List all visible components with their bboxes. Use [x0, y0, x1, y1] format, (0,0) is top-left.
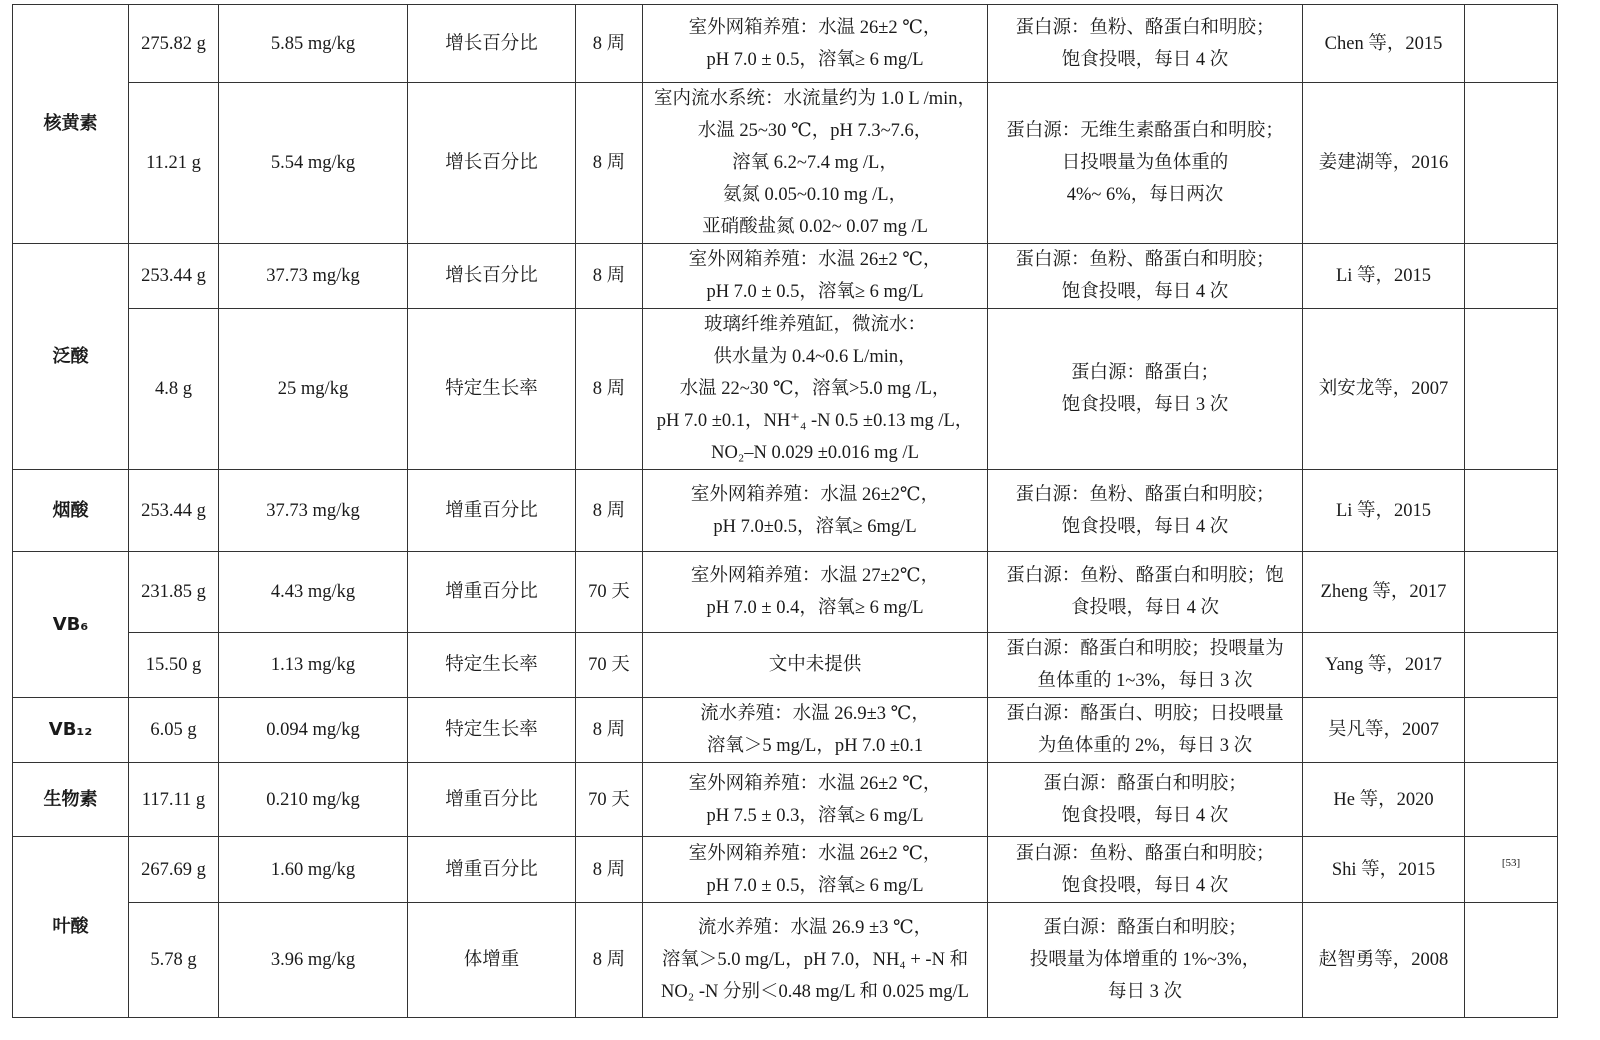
- culture-conditions-line: 溶氧 6.2~7.4 mg /L，: [732, 153, 898, 173]
- feeding-line: 蛋白源：鱼粉、酪蛋白和明胶；饱: [1006, 566, 1284, 586]
- vitamin-requirement-table: [12, 4, 1557, 1018]
- duration-cell: 8 周: [576, 309, 643, 470]
- reference-cell: [1465, 83, 1558, 244]
- feeding-line: 蛋白源：鱼粉、酪蛋白和明胶；: [1015, 17, 1275, 38]
- reference-cell: [1465, 552, 1558, 633]
- culture-conditions-cell: [643, 309, 988, 470]
- data-table: [12, 4, 1558, 1018]
- culture-conditions-line: NO₂ -N 分别＜0.48 mg/L 和 0.025 mg/L: [661, 982, 969, 1002]
- feeding-line: 蛋白源：酪蛋白；: [1070, 363, 1219, 383]
- body-weight-cell: 117.11 g: [129, 763, 219, 837]
- indicator-cell: 增长百分比: [408, 5, 576, 83]
- feeding-line: 饱食投喂，每日 4 次: [1061, 875, 1229, 896]
- requirement-cell: 37.73 mg/kg: [219, 470, 408, 552]
- requirement-cell: 1.13 mg/kg: [219, 633, 408, 698]
- body-weight-cell: 253.44 g: [129, 244, 219, 309]
- feeding-line: 鱼体重的 1~3%，每日 3 次: [1037, 671, 1253, 691]
- requirement-cell: 5.85 mg/kg: [219, 5, 408, 83]
- culture-conditions-line: 氨氮 0.05~0.10 mg /L，: [722, 185, 908, 205]
- nutrient-name: 生物素: [13, 763, 129, 837]
- culture-conditions-cell: [643, 552, 988, 633]
- culture-conditions-line: 流水养殖：水温 26.9 ±3 ℃，: [697, 918, 933, 938]
- culture-conditions-line: 供水量为 0.4~0.6 L/min，: [713, 347, 917, 367]
- nutrient-name: 烟酸: [13, 470, 129, 552]
- source-cell: He 等，2020: [1303, 763, 1465, 837]
- source-cell: Li 等，2015: [1303, 244, 1465, 309]
- feeding-cell: [988, 470, 1303, 552]
- requirement-cell: 0.094 mg/kg: [219, 698, 408, 763]
- culture-conditions-cell: [643, 470, 988, 552]
- duration-cell: 8 周: [576, 5, 643, 83]
- feeding-line: 每日 3 次: [1107, 982, 1182, 1002]
- indicator-cell: 增重百分比: [408, 552, 576, 633]
- table-row: [13, 903, 1558, 1018]
- feeding-line: 蛋白源：鱼粉、酪蛋白和明胶；: [1015, 843, 1275, 864]
- culture-conditions-cell: [643, 698, 988, 763]
- feeding-cell: [988, 83, 1303, 244]
- culture-conditions-line: 室内流水系统：水流量约为 1.0 L /min，: [653, 89, 977, 109]
- culture-conditions-line: 玻璃纤维养殖缸，微流水：: [703, 315, 926, 335]
- body-weight-cell: 11.21 g: [129, 83, 219, 244]
- feeding-line: 食投喂，每日 4 次: [1070, 598, 1219, 618]
- nutrient-name: VB₆: [13, 552, 129, 698]
- indicator-cell: 特定生长率: [408, 633, 576, 698]
- feeding-cell: [988, 903, 1303, 1018]
- reference-cell: [1465, 837, 1558, 903]
- table-row: [13, 552, 1558, 633]
- body-weight-cell: 5.78 g: [129, 903, 219, 1018]
- duration-cell: 8 周: [576, 698, 643, 763]
- culture-conditions-line: pH 7.0 ± 0.5，溶氧≥ 6 mg/L: [706, 282, 924, 302]
- reference-cell: [1465, 633, 1558, 698]
- table-row: [13, 837, 1558, 903]
- feeding-cell: [988, 309, 1303, 470]
- source-cell: 吴凡等，2007: [1303, 698, 1465, 763]
- table-row: [13, 763, 1558, 837]
- reference-cell: [1465, 244, 1558, 309]
- culture-conditions-line: pH 7.0 ± 0.4，溶氧≥ 6 mg/L: [706, 598, 924, 618]
- culture-conditions-line: pH 7.0±0.5，溶氧≥ 6mg/L: [713, 516, 917, 537]
- table-row: [13, 5, 1558, 83]
- reference-cell: [1465, 5, 1558, 83]
- culture-conditions-line: 水温 22~30 ℃，溶氧>5.0 mg /L，: [679, 379, 951, 399]
- duration-cell: 8 周: [576, 837, 643, 903]
- culture-conditions-line: 室外网箱养殖：水温 26±2 ℃，: [688, 250, 942, 270]
- requirement-cell: 4.43 mg/kg: [219, 552, 408, 633]
- culture-conditions-line: 溶氧＞5.0 mg/L，pH 7.0，NH₄ + -N 和: [661, 950, 969, 970]
- feeding-cell: [988, 698, 1303, 763]
- culture-conditions-cell: [643, 244, 988, 309]
- culture-conditions-line: 溶氧＞5 mg/L，pH 7.0 ±0.1: [706, 736, 924, 756]
- body-weight-cell: 275.82 g: [129, 5, 219, 83]
- feeding-cell: [988, 5, 1303, 83]
- feeding-line: 投喂量为体增重的 1%~3%，: [1029, 950, 1261, 970]
- culture-conditions-line: NO₂–N 0.029 ±0.016 mg /L: [711, 443, 919, 463]
- culture-conditions-line: 室外网箱养殖：水温 26±2 ℃，: [688, 17, 942, 38]
- duration-cell: 8 周: [576, 470, 643, 552]
- feeding-line: 饱食投喂，每日 4 次: [1061, 49, 1229, 70]
- feeding-cell: [988, 837, 1303, 903]
- body-weight-cell: 231.85 g: [129, 552, 219, 633]
- nutrient-name: 叶酸: [13, 837, 129, 1018]
- culture-conditions-line: pH 7.5 ± 0.3，溶氧≥ 6 mg/L: [706, 805, 924, 826]
- culture-conditions-line: 亚硝酸盐氮 0.02~ 0.07 mg /L: [702, 217, 928, 237]
- feeding-line: 蛋白源：酪蛋白和明胶；: [1043, 773, 1247, 794]
- indicator-cell: 体增重: [408, 903, 576, 1018]
- duration-cell: 8 周: [576, 83, 643, 244]
- culture-conditions-cell: [643, 903, 988, 1018]
- feeding-line: 蛋白源：酪蛋白、明胶；日投喂量: [1006, 704, 1284, 724]
- table-row: [13, 633, 1558, 698]
- indicator-cell: 增重百分比: [408, 837, 576, 903]
- culture-conditions-cell: [643, 837, 988, 903]
- source-cell: Yang 等，2017: [1303, 633, 1465, 698]
- indicator-cell: 增长百分比: [408, 244, 576, 309]
- culture-conditions-cell: [643, 763, 988, 837]
- feeding-line: 为鱼体重的 2%，每日 3 次: [1037, 736, 1253, 756]
- culture-conditions-line: 室外网箱养殖：水温 27±2℃，: [690, 566, 940, 586]
- culture-conditions-line: 文中未提供: [768, 655, 862, 675]
- nutrient-name: 核黄素: [13, 5, 129, 244]
- body-weight-cell: 253.44 g: [129, 470, 219, 552]
- source-cell: 刘安龙等，2007: [1303, 309, 1465, 470]
- feeding-line: 饱食投喂，每日 4 次: [1061, 805, 1229, 826]
- table-row: [13, 698, 1558, 763]
- feeding-line: 饱食投喂，每日 3 次: [1061, 395, 1229, 415]
- indicator-cell: 增重百分比: [408, 470, 576, 552]
- feeding-line: 蛋白源：酪蛋白和明胶；: [1043, 918, 1247, 938]
- culture-conditions-line: 室外网箱养殖：水温 26±2℃，: [690, 484, 940, 505]
- reference-cell: [1465, 309, 1558, 470]
- feeding-line: 日投喂量为鱼体重的: [1061, 153, 1229, 173]
- feeding-cell: [988, 552, 1303, 633]
- reference-cell: [1465, 763, 1558, 837]
- body-weight-cell: 6.05 g: [129, 698, 219, 763]
- requirement-cell: 5.54 mg/kg: [219, 83, 408, 244]
- requirement-cell: 25 mg/kg: [219, 309, 408, 470]
- duration-cell: 8 周: [576, 903, 643, 1018]
- source-cell: Zheng 等，2017: [1303, 552, 1465, 633]
- indicator-cell: 特定生长率: [408, 698, 576, 763]
- culture-conditions-line: 水温 25~30 ℃，pH 7.3~7.6，: [697, 121, 933, 141]
- requirement-cell: 3.96 mg/kg: [219, 903, 408, 1018]
- feeding-line: 蛋白源：鱼粉、酪蛋白和明胶；: [1015, 250, 1275, 270]
- table-row: [13, 244, 1558, 309]
- table-row: [13, 309, 1558, 470]
- culture-conditions-cell: [643, 633, 988, 698]
- culture-conditions-cell: [643, 83, 988, 244]
- source-cell: 姜建湖等，2016: [1303, 83, 1465, 244]
- culture-conditions-line: 流水养殖：水温 26.9±3 ℃，: [700, 704, 930, 724]
- indicator-cell: 增长百分比: [408, 83, 576, 244]
- duration-cell: 8 周: [576, 244, 643, 309]
- feeding-line: 蛋白源：鱼粉、酪蛋白和明胶；: [1015, 484, 1275, 505]
- feeding-cell: [988, 763, 1303, 837]
- body-weight-cell: 267.69 g: [129, 837, 219, 903]
- feeding-cell: [988, 244, 1303, 309]
- culture-conditions-line: pH 7.0 ± 0.5，溶氧≥ 6 mg/L: [706, 875, 924, 896]
- culture-conditions-line: pH 7.0 ± 0.5，溶氧≥ 6 mg/L: [706, 49, 924, 70]
- feeding-line: 饱食投喂，每日 4 次: [1061, 516, 1229, 537]
- source-cell: Li 等，2015: [1303, 470, 1465, 552]
- reference-number[interactable]: [53]: [1501, 856, 1521, 869]
- table-row: [13, 470, 1558, 552]
- duration-cell: 70 天: [576, 552, 643, 633]
- nutrient-name: 泛酸: [13, 244, 129, 470]
- body-weight-cell: 15.50 g: [129, 633, 219, 698]
- duration-cell: 70 天: [576, 763, 643, 837]
- source-cell: Shi 等，2015: [1303, 837, 1465, 903]
- culture-conditions-line: pH 7.0 ±0.1，NH⁺₄ -N 0.5 ±0.13 mg /L，: [656, 411, 974, 431]
- feeding-line: 蛋白源：酪蛋白和明胶；投喂量为: [1006, 639, 1284, 659]
- culture-conditions-line: 室外网箱养殖：水温 26±2 ℃，: [688, 843, 942, 864]
- indicator-cell: 特定生长率: [408, 309, 576, 470]
- culture-conditions-cell: [643, 5, 988, 83]
- requirement-cell: 0.210 mg/kg: [219, 763, 408, 837]
- indicator-cell: 增重百分比: [408, 763, 576, 837]
- reference-cell: [1465, 470, 1558, 552]
- body-weight-cell: 4.8 g: [129, 309, 219, 470]
- feeding-line: 饱食投喂，每日 4 次: [1061, 282, 1229, 302]
- feeding-cell: [988, 633, 1303, 698]
- feeding-line: 4%~ 6%，每日两次: [1066, 185, 1224, 205]
- feeding-line: 蛋白源：无维生素酪蛋白和明胶；: [1006, 121, 1284, 141]
- duration-cell: 70 天: [576, 633, 643, 698]
- nutrient-name: VB₁₂: [13, 698, 129, 763]
- table-row: [13, 83, 1558, 244]
- reference-cell: [1465, 698, 1558, 763]
- source-cell: Chen 等，2015: [1303, 5, 1465, 83]
- source-cell: 赵智勇等，2008: [1303, 903, 1465, 1018]
- reference-cell: [1465, 903, 1558, 1018]
- culture-conditions-line: 室外网箱养殖：水温 26±2 ℃，: [688, 773, 942, 794]
- requirement-cell: 1.60 mg/kg: [219, 837, 408, 903]
- requirement-cell: 37.73 mg/kg: [219, 244, 408, 309]
